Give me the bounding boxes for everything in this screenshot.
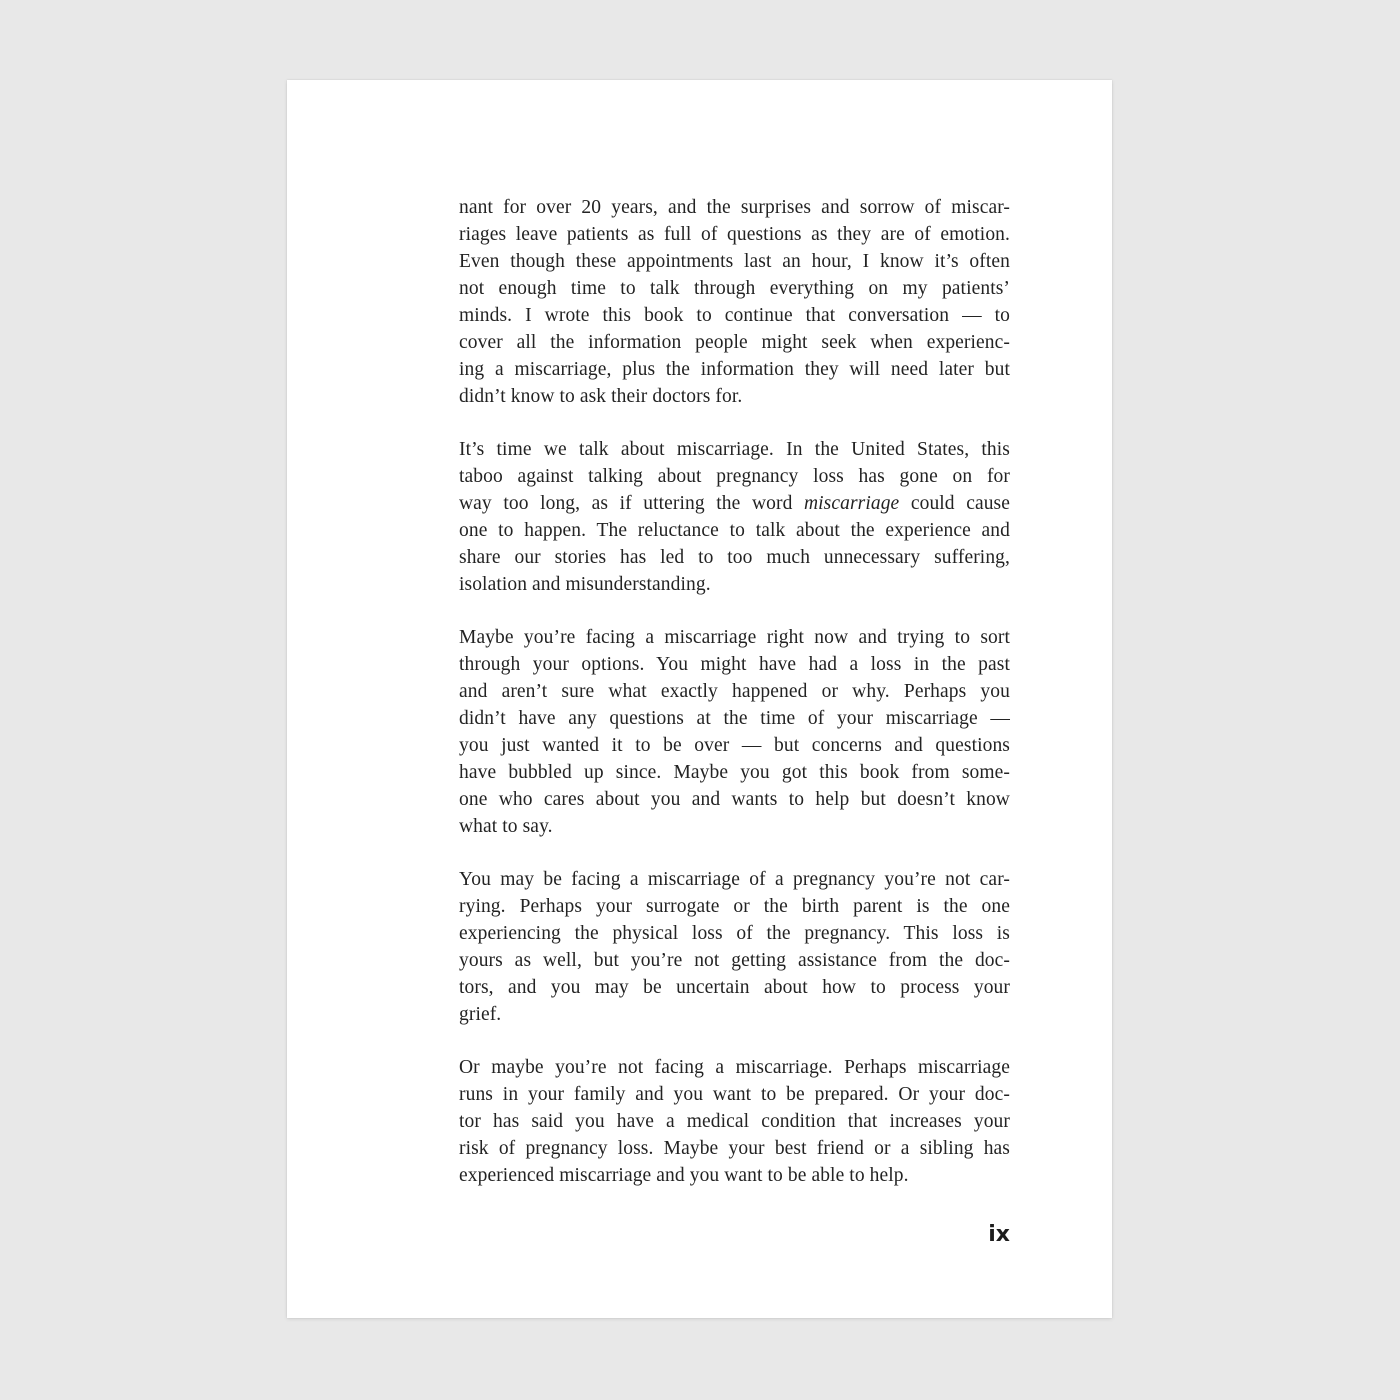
text-line: didn’t know to ask their doctors for. bbox=[459, 386, 743, 407]
paragraph-3 bbox=[459, 624, 1010, 840]
text-line: tor has said you have a medical condition that increases your bbox=[459, 1111, 1010, 1132]
text-line: minds. I wrote this book to continue that conversation — to bbox=[459, 305, 1010, 326]
text-line: share our stories has led to too much unnecessary suffering, bbox=[459, 547, 1010, 568]
text-line: one who cares about you and wants to help but doesn’t know bbox=[459, 789, 1010, 810]
text-line: not enough time to talk through everything on my patients’ bbox=[459, 278, 1010, 299]
text-line: rying. Perhaps your surrogate or the birth parent is the one bbox=[459, 896, 1010, 917]
text-line: didn’t have any questions at the time of your miscarriage — bbox=[459, 708, 1010, 729]
paragraph-5 bbox=[459, 1054, 1010, 1189]
text-line: ing a miscarriage, plus the information they will need later but bbox=[459, 359, 1010, 380]
text-line: taboo against talking about pregnancy loss has gone on for bbox=[459, 466, 1010, 487]
paragraph-4 bbox=[459, 866, 1010, 1028]
text-line: through your options. You might have had a loss in the past bbox=[459, 654, 1010, 675]
page-number: ix bbox=[988, 1222, 1010, 1247]
book-page bbox=[287, 80, 1112, 1318]
text-line: cover all the information people might seek when experienc- bbox=[459, 332, 1010, 353]
text-line: way too long, as if uttering the word miscarriage could cause bbox=[459, 493, 1010, 514]
text-line: yours as well, but you’re not getting assistance from the doc- bbox=[459, 950, 1010, 971]
text-line: what to say. bbox=[459, 816, 553, 837]
text-line: nant for over 20 years, and the surprises and sorrow of miscar- bbox=[459, 197, 1010, 218]
text-block bbox=[459, 194, 1010, 1189]
text-line: you just wanted it to be over — but concerns and questions bbox=[459, 735, 1010, 756]
text-line: one to happen. The reluctance to talk about the experience and bbox=[459, 520, 1010, 541]
paragraph-2 bbox=[459, 436, 1010, 598]
text-line: runs in your family and you want to be prepared. Or your doc- bbox=[459, 1084, 1010, 1105]
text-line: experienced miscarriage and you want to be able to help. bbox=[459, 1165, 909, 1186]
text-line: Maybe you’re facing a miscarriage right now and trying to sort bbox=[459, 627, 1010, 648]
text-line: Even though these appointments last an hour, I know it’s often bbox=[459, 251, 1010, 272]
text-line: You may be facing a miscarriage of a pregnancy you’re not car- bbox=[459, 869, 1010, 890]
text-line: tors, and you may be uncertain about how to process your bbox=[459, 977, 1010, 998]
text-line: and aren’t sure what exactly happened or why. Perhaps you bbox=[459, 681, 1010, 702]
text-line: riages leave patients as full of questions as they are of emotion. bbox=[459, 224, 1010, 245]
paragraph-1 bbox=[459, 194, 1010, 410]
text-line: Or maybe you’re not facing a miscarriage. Perhaps miscarriage bbox=[459, 1057, 1010, 1078]
text-line: have bubbled up since. Maybe you got this book from some- bbox=[459, 762, 1010, 783]
text-line: grief. bbox=[459, 1004, 502, 1025]
text-line: It’s time we talk about miscarriage. In the United States, this bbox=[459, 439, 1010, 460]
text-line: isolation and misunderstanding. bbox=[459, 574, 711, 595]
text-line: risk of pregnancy loss. Maybe your best friend or a sibling has bbox=[459, 1138, 1010, 1159]
text-line: experiencing the physical loss of the pregnancy. This loss is bbox=[459, 923, 1010, 944]
